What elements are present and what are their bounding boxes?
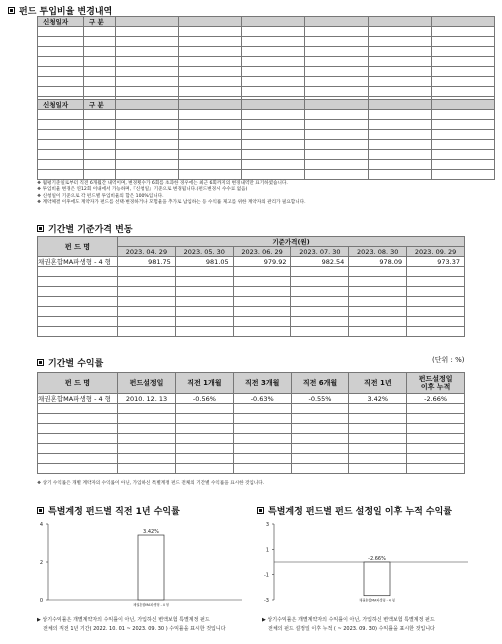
table-row	[38, 47, 495, 57]
ratio-table-1	[37, 16, 495, 107]
table-row	[38, 444, 465, 454]
table-row	[38, 110, 495, 120]
nav-date-header: 2023. 07. 30	[291, 247, 349, 257]
table-row	[38, 327, 465, 337]
section-marker-icon	[8, 7, 15, 14]
ratio-header-type: 구 분	[84, 100, 116, 110]
table-row	[38, 454, 465, 464]
y-tick-label: -1	[264, 572, 269, 579]
nav-header-fund: 펀 드 명	[38, 237, 118, 257]
nav-date-header: 2023. 08. 30	[349, 247, 407, 257]
section-marker-icon	[257, 507, 264, 514]
table-row	[38, 434, 465, 444]
note-line: ❖ 신청일이 기준으로 각 펀드별 투입비율의 합은 100%입니다.	[37, 193, 164, 199]
ratio-change-title: 펀드 투입비율 변경내역	[8, 4, 112, 17]
table-row	[38, 160, 495, 170]
returns-header-fund: 펀 드 명	[38, 373, 118, 394]
table-row	[38, 287, 465, 297]
y-tick-label: 3	[265, 522, 269, 528]
y-tick-label: 4	[39, 522, 43, 528]
return-cell: -0.63%	[233, 394, 291, 404]
price-cell: 973.37	[407, 257, 465, 267]
unit-label: (단위 : %)	[432, 356, 465, 364]
returns-note: ❖ 상기 수익률은 개별 계약자의 수익률이 아닌, 가입하신 특별계정 펀드 전체의 기간별 수익률을 표시한 것입니다.	[37, 481, 265, 486]
chart2-title: 특별계정 펀드별 펀드 설정일 이후 누적 수익률	[257, 504, 452, 517]
y-tick-label: -3	[264, 598, 269, 604]
price-cell: 981.05	[175, 257, 233, 267]
section-marker-icon	[37, 507, 44, 514]
returns-header-1y: 직전 1년	[349, 373, 407, 394]
table-row	[38, 37, 495, 47]
chart1-caption: ▶ 상기수익률은 개별계약자의 수익률이 아닌, 가입하신 변액보험 특별계정 펀드 전체의 직전 1년 기간( 2022. 10. 01 ~ 2023. 09. 30 ) 수익률을 표시한 것입니다	[37, 617, 226, 632]
ratio-notes	[37, 181, 497, 206]
price-cell: 978.09	[349, 257, 407, 267]
table-row	[38, 424, 465, 434]
data-label: -2.66%	[368, 556, 386, 562]
note-line: ❖ 월평기준일로부터 직전 6개월간 내역이며, 변경횟수가 6회를 초과한 경우에는 최근 6회까지의 변경내역만 표기하였습니다.	[37, 181, 288, 186]
table-row	[38, 394, 465, 404]
category-label: 채권혼합MA파생형 - 4 형	[133, 603, 169, 607]
ratio-header-type: 구 분	[84, 17, 116, 27]
setup-date-cell: 2010. 12. 13	[118, 394, 176, 404]
table-row	[38, 140, 495, 150]
price-cell: 982.54	[291, 257, 349, 267]
bar	[364, 562, 390, 596]
nav-date-header: 2023. 05. 30	[175, 247, 233, 257]
nav-table	[37, 236, 465, 337]
chart2-caption: ▶ 상기수익률은 개별계약자의 수익률이 아닌, 가입하신 변액보험 특별계정 펀드 전체의 펀드 설정일 이후 누적 ( ~ 2023. 09. 30) 수익률을 표시한 것입니다	[262, 617, 435, 632]
nav-header-price: 기준가격(원)	[118, 237, 465, 247]
table-row	[38, 307, 465, 317]
return-cell: 3.42%	[349, 394, 407, 404]
note-line: ❖ 투입비율 변경은 연12회 이내에서 가능하며,『신청일』기준으로 변경됩니다.(펀드변경시 수수료 없음)	[37, 187, 248, 193]
ratio-table-2	[37, 99, 495, 180]
table-row	[38, 277, 465, 287]
nav-date-header: 2023. 04. 29	[118, 247, 176, 257]
table-row	[38, 404, 465, 414]
nav-date-header: 2023. 09. 29	[407, 247, 465, 257]
returns-title: 기간별 수익률	[37, 356, 103, 369]
nav-change-title: 기간별 기준가격 변동	[37, 222, 133, 235]
chart1-title: 특별계정 펀드별 직전 1년 수익률	[37, 504, 180, 517]
table-row	[38, 87, 495, 97]
chart1-svg	[30, 516, 250, 612]
table-row	[38, 267, 465, 277]
y-tick-label: 1	[265, 547, 269, 554]
returns-header-1m: 직전 1개월	[176, 373, 234, 394]
table-row	[38, 317, 465, 327]
table-row	[38, 414, 465, 424]
table-row	[38, 257, 465, 267]
ratio-header-date: 신청일자	[38, 17, 84, 27]
table-row	[38, 130, 495, 140]
data-label: 3.42%	[143, 529, 159, 536]
return-cell: -0.55%	[291, 394, 349, 404]
ratio-header-date: 신청일자	[38, 100, 84, 110]
nav-date-header: 2023. 06. 29	[233, 247, 291, 257]
returns-header-3m: 직전 3개월	[233, 373, 291, 394]
return-cell: -0.56%	[176, 394, 234, 404]
returns-header-cumulative: 펀드설정일 이후 누적	[407, 373, 465, 394]
return-cell: -2.66%	[407, 394, 465, 404]
y-tick-label: 2	[39, 560, 43, 566]
note-line: ❖ 계약체결 이후에도 계약자가 펀드를 선택·변경하거나 모험율을 추가로 납입하는 등 수익률 제고를 위한 계약자의 관리가 필요합니다.	[37, 199, 306, 205]
category-label: 채권혼합MA파생형 - 4 형	[359, 598, 395, 603]
price-cell: 981.75	[118, 257, 176, 267]
table-row	[38, 150, 495, 160]
table-row	[38, 27, 495, 37]
section-marker-icon	[37, 359, 44, 366]
table-row	[38, 170, 495, 180]
y-tick-label: 0	[39, 598, 43, 604]
table-row	[38, 464, 465, 474]
returns-table	[37, 372, 465, 474]
table-row	[38, 120, 495, 130]
returns-header-6m: 직전 6개월	[291, 373, 349, 394]
section-marker-icon	[37, 225, 44, 232]
table-row	[38, 67, 495, 77]
fund-name-cell: 채권혼합MA파생형 - 4 형	[38, 257, 118, 267]
table-row	[38, 57, 495, 67]
fund-name-cell: 채권혼합MA파생형 - 4 형	[38, 394, 118, 404]
table-row	[38, 77, 495, 87]
chart2-svg	[256, 516, 476, 612]
returns-header-setup: 펀드설정일	[118, 373, 176, 394]
table-row	[38, 297, 465, 307]
price-cell: 979.92	[233, 257, 291, 267]
bar	[138, 535, 164, 600]
